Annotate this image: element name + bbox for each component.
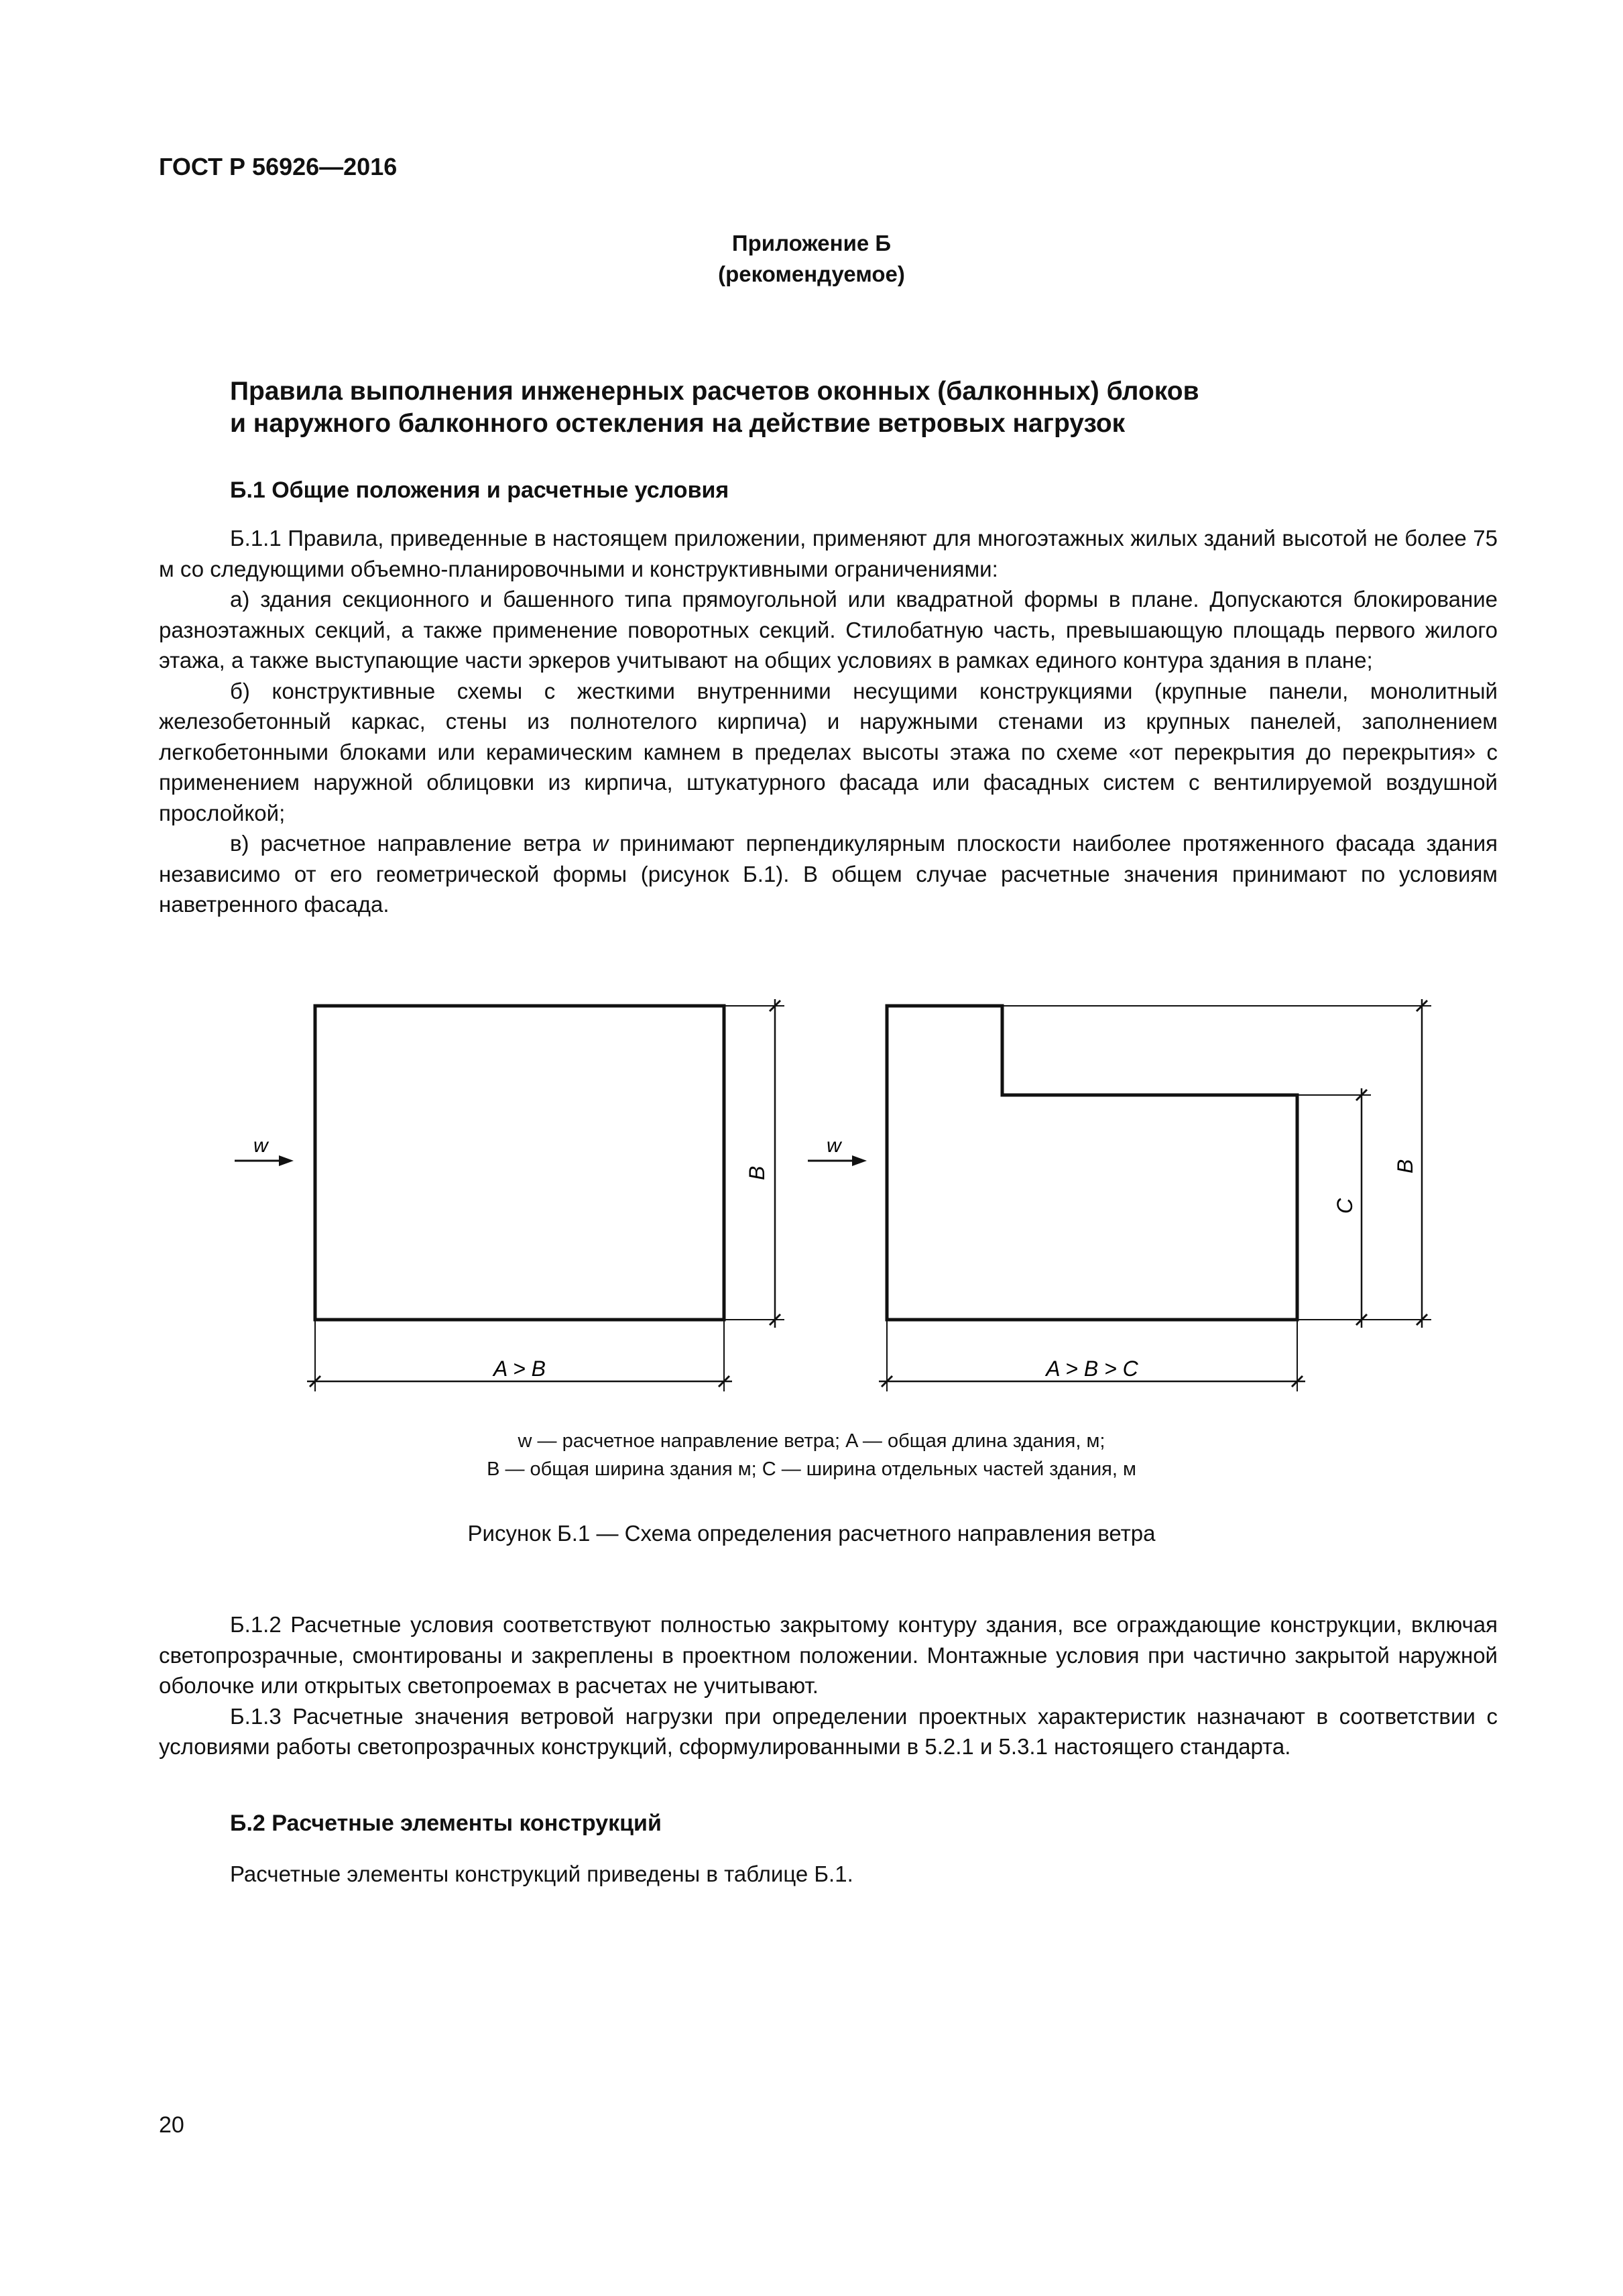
section-2-text: Расчетные элементы конструкций приведены в таблице Б.1. [230, 1861, 853, 1886]
section-1-body [159, 523, 1498, 920]
paragraph-b-1-2: Б.1.2 Расчетные условия соответствуют полностью закрытому контуру здания, все ограждающие конструкции, включая светопрозрачные, смонтированы и закреплены в проектном положении. Монтажные условия при частично закрытой наружной оболочке или открытых светопроемах в расчетах не учитывают. [159, 1612, 1498, 1698]
figure-legend [0, 1427, 1623, 1483]
appendix-title [230, 376, 1504, 440]
paragraph-v-suffix: принимают перпендикулярным плоскости наиболее протяженного фасада здания независимо от его геометрической формы (рисунок Б.1). В общем случае расчетные значения принимают по условиям наветренного фасада. [159, 831, 1498, 917]
appendix-name: Приложение Б [731, 231, 892, 255]
legend-line-1: w — расчетное направление ветра; A — общая длина здания, м; [518, 1430, 1105, 1452]
left-dim-a-label: A > B [493, 1357, 546, 1381]
title-line-1: Правила выполнения инженерных расчетов оконных (балконных) блоков [230, 377, 1199, 406]
paragraph-b: б) конструктивные схемы с жесткими внутренними несущими конструкциями (крупные панели, монолитный железобетонный каркас, стены из полнотелого кирпича) и наружными стенами из крупных панелей, заполнением легкобетонными блоками или керамическим камнем в пределах высоты этажа по схеме «от перекрытия до перекрытия» с применением наружной облицовки из кирпича, штукатурного фасада или фасадных систем с вентилируемой воздушной прослойкой; [159, 678, 1498, 825]
left-wind-arrow-head [279, 1155, 294, 1166]
left-wind-label: w [253, 1135, 268, 1157]
right-building-outline [887, 1006, 1297, 1320]
appendix-label [0, 228, 1623, 290]
appendix-kind: (рекомендуемое) [718, 262, 905, 286]
left-dim-b-label: B [745, 1165, 769, 1180]
paragraph-v [159, 828, 1498, 920]
right-building-scheme [808, 999, 1431, 1391]
right-dim-a-label: A > B > C [1046, 1357, 1138, 1381]
page-number: 20 [159, 2112, 184, 2138]
figure-caption: Рисунок Б.1 — Схема определения расчетного направления ветра [467, 1521, 1156, 1546]
paragraph-v-prefix: в) расчетное направление ветра [230, 831, 593, 856]
right-wind-label: w [827, 1135, 841, 1157]
right-dim-b-label: B [1393, 1159, 1417, 1173]
title-line-2: и наружного балконного остекления на действие ветровых нагрузок [230, 409, 1126, 438]
document-header: ГОСТ Р 56926—2016 [159, 153, 398, 180]
right-dim-c-label: C [1333, 1198, 1357, 1214]
section-1-heading: Б.1 Общие положения и расчетные условия [230, 477, 729, 503]
paragraph-b-1-3: Б.1.3 Расчетные значения ветровой нагрузки при определении проектных характеристик назначают в соответствии с условиями работы светопрозрачных конструкций, сформулированными в 5.2.1 и 5.3.1 настоящего стандарта. [159, 1703, 1498, 1759]
paragraph-a: а) здания секционного и башенного типа прямоугольной или квадратной формы в плане. Допускаются блокирование разноэтажных секций, а также применение поворотных секций. Стилобатную часть, превышающую площадь первого жилого этажа, а также выступающие части эркеров учитывают на общих условиях в рамках единого контура здания в плане; [159, 587, 1498, 673]
right-wind-arrow-head [852, 1155, 867, 1166]
figure-b1-diagram [0, 972, 1623, 1408]
legend-line-2: B — общая ширина здания м; C — ширина отдельных частей здания, м [487, 1458, 1136, 1480]
section-2-heading: Б.2 Расчетные элементы конструкций [230, 1811, 662, 1836]
left-building-outline [315, 1006, 724, 1320]
left-building-scheme [235, 999, 784, 1391]
wind-variable: w [592, 831, 609, 856]
paragraph-b-1-1: Б.1.1 Правила, приведенные в настоящем приложении, применяют для многоэтажных жилых зданий высотой не более 75 м со следующими объемно-планировочными и конструктивными ограничениями: [159, 526, 1498, 581]
section-1-continued [159, 1609, 1498, 1762]
